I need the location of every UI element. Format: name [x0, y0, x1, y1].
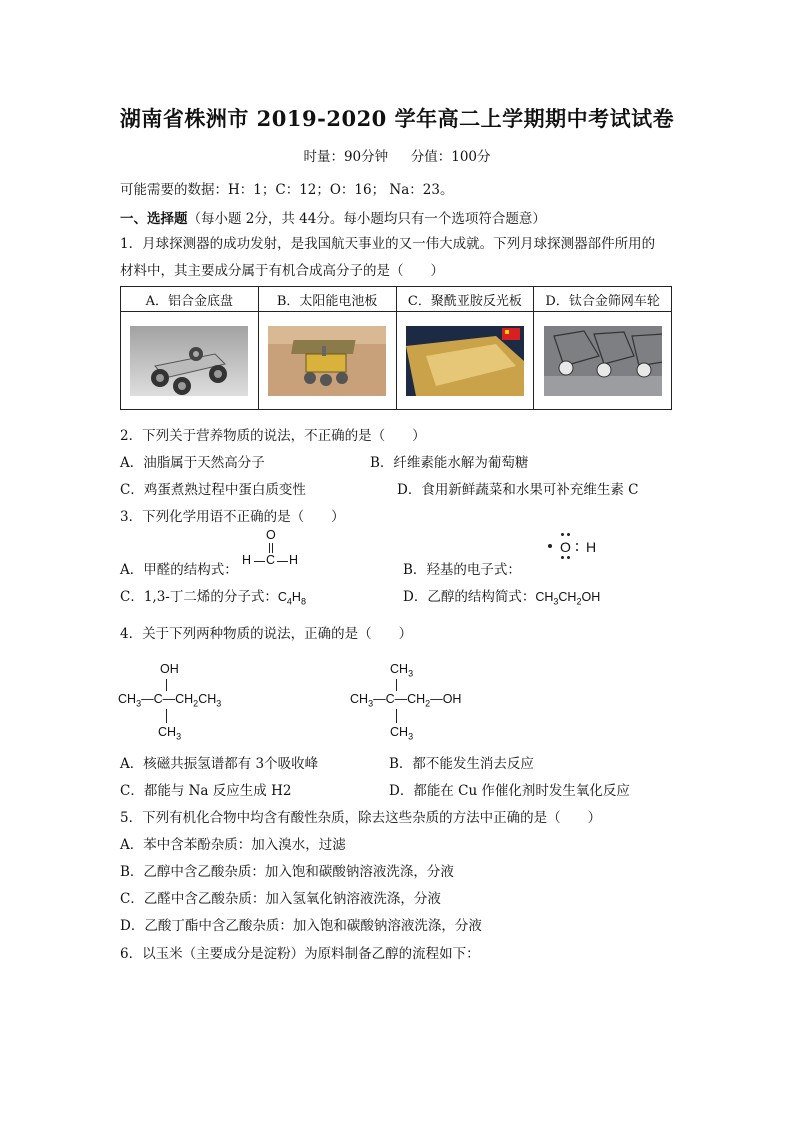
hydroxyl-h: H [586, 539, 597, 555]
q2-stem: 2．下列关于营养物质的说法，不正确的是（ ） [120, 428, 426, 444]
q4-option-b: B．都不能发生消去反应 [389, 756, 534, 772]
q4-option-a: A．核磁共振氢谱都有 3个吸收峰 [120, 756, 319, 772]
data-note: 可能需要的数据：H：1；C：12；O：16； Na：23。 [120, 182, 454, 198]
q1-option-b: B．太阳能电池板 [258, 287, 396, 312]
q2-option-d: D．食用新鲜蔬菜和水果可补充维生素 C [397, 482, 639, 498]
hydroxyl-electron-formula [546, 532, 606, 562]
q1-image-cell-c [396, 312, 534, 410]
mol1-main-chain: $CH_3—C—CH_2CH_3$ [118, 692, 222, 709]
mol1-oh: OH [160, 662, 179, 676]
time-limit: 时量：90分钟 [303, 149, 389, 165]
formaldehyde-c: C [266, 553, 276, 567]
q5-option-c: C．乙醛中含乙酸杂质：加入氢氧化钠溶液洗涤，分液 [120, 891, 441, 907]
polyimide-reflector-image [406, 326, 524, 396]
q2-option-c: C．鸡蛋煮熟过程中蛋白质变性 [120, 482, 306, 498]
q1-image-cell-d [534, 312, 672, 410]
mol2-top: $CH_3$ [390, 662, 414, 679]
butadiene-formula: $C_4H_8$ [277, 590, 306, 607]
section-heading [120, 207, 546, 227]
formaldehyde-h2: H [289, 553, 299, 567]
section-desc: （每小题 2分，共 44分。每小题均只有一个选项符合题意） [187, 211, 546, 227]
formaldehyde-structure [242, 528, 304, 572]
q5-stem: 5．下列有机化合物中均含有酸性杂质，除去这些杂质的方法中正确的是（ ） [120, 810, 602, 826]
q1-line1: 1．月球探测器的成功发射，是我国航天事业的又一伟大成就。下列月球探测器部件所用的 [120, 236, 656, 252]
hydroxyl-o: O [560, 539, 571, 555]
exam-info [0, 145, 794, 165]
q2-option-a: A．油脂属于天然高分子 [120, 455, 265, 471]
section-label: 一、选择题 [120, 211, 188, 227]
q4-option-c: C．都能与 Na 反应生成 H2 [120, 783, 292, 799]
q1-option-a: A．铝合金底盘 [121, 287, 259, 312]
q3-stem: 3．下列化学用语不正确的是（ ） [120, 509, 345, 525]
formaldehyde-h1: H [242, 553, 252, 567]
q5-option-b: B．乙醇中含乙酸杂质：加入饱和碳酸钠溶液洗涤，分液 [120, 864, 454, 880]
q1-options-table [120, 286, 672, 410]
q1-option-d: D．钛合金筛网车轮 [534, 287, 672, 312]
q3-option-d: D．乙醇的结构简式：$CH_3CH_2OH$ [403, 589, 601, 607]
mol1-bottom: $CH_3$ [158, 725, 182, 742]
titanium-wheel-image [544, 326, 662, 396]
q4-option-d: D．都能在 Cu 作催化剂时发生氧化反应 [389, 783, 630, 799]
rover-chassis-image [130, 326, 248, 396]
molecule-2 [350, 662, 510, 744]
mol2-bottom: $CH_3$ [390, 725, 414, 742]
q4-stem: 4．关于下列两种物质的说法，正确的是（ ） [120, 626, 413, 642]
molecule-1 [118, 662, 258, 744]
q3-option-b: B．羟基的电子式： [403, 562, 521, 578]
q1-image-cell-b [258, 312, 396, 410]
q6-stem: 6．以玉米（主要成分是淀粉）为原料制备乙醇的流程如下： [120, 946, 480, 962]
q1-option-c: C．聚酰亚胺反光板 [396, 287, 534, 312]
formaldehyde-o: O [266, 528, 276, 542]
score-total: 分值：100分 [410, 149, 491, 165]
page-title: 湖南省株洲市 2019-2020 学年高二上学期期中考试试卷 [119, 106, 675, 131]
q5-option-d: D．乙酸丁酯中含乙酸杂质：加入饱和碳酸钠溶液洗涤，分液 [120, 918, 482, 934]
ethanol-formula: $CH_3CH_2OH$ [535, 590, 601, 607]
solar-panel-rover-image [268, 326, 386, 396]
q1-line2: 材料中，其主要成分属于有机合成高分子的是（ ） [120, 263, 444, 279]
mol2-main-chain: $CH_3—C—CH_2—OH$ [350, 692, 462, 709]
q3-option-c: C．1,3-丁二烯的分子式：$C_4H_8$ [120, 589, 306, 607]
q2-option-b: B．纤维素能水解为葡萄糖 [370, 455, 529, 471]
q1-image-cell-a [121, 312, 259, 410]
q5-option-a: A．苯中含苯酚杂质：加入溴水，过滤 [120, 837, 346, 853]
q3-option-a: A．甲醛的结构式： [120, 562, 238, 578]
